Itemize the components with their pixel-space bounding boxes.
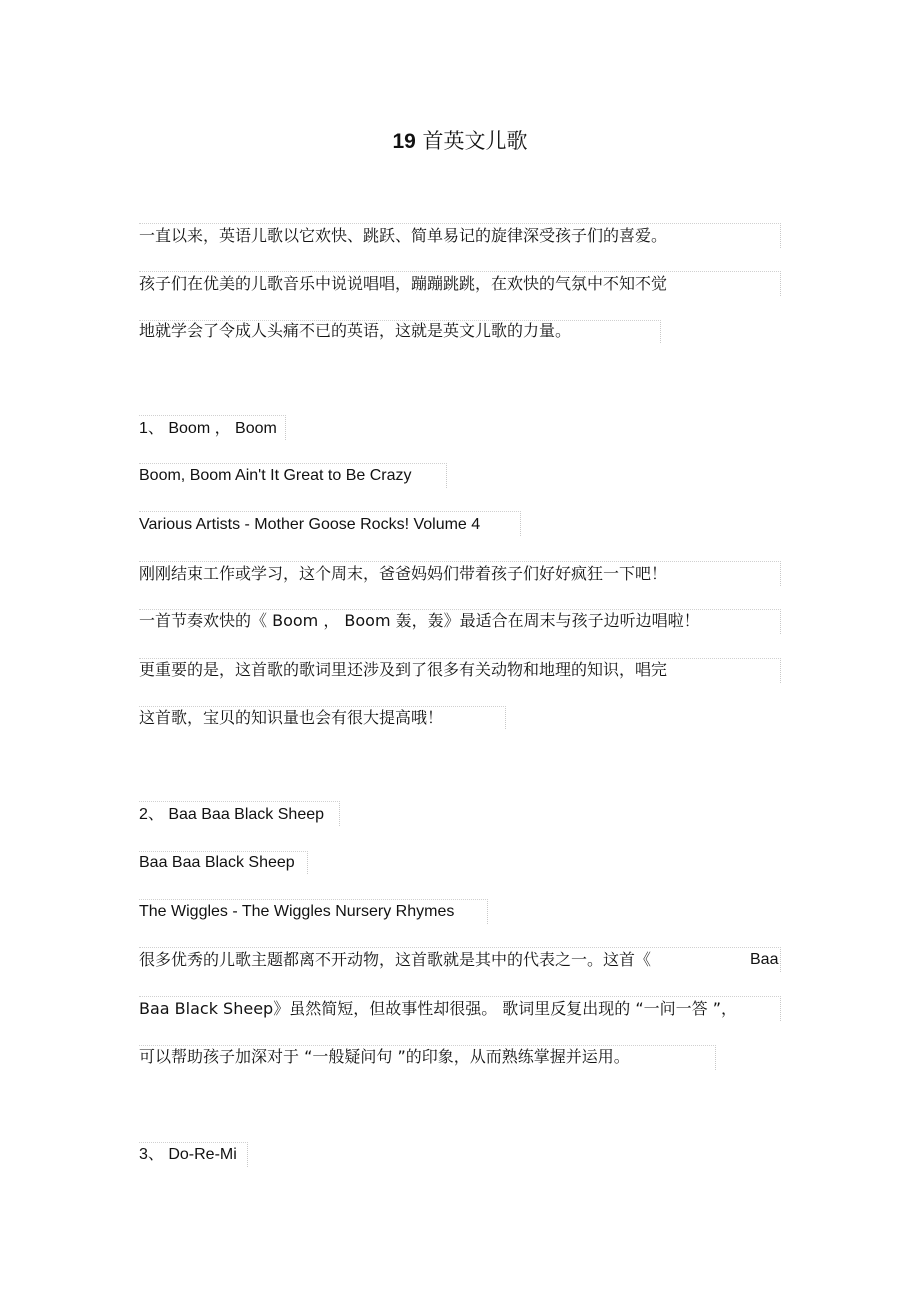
song-2-desc-1: 很多优秀的儿歌主题都离不开动物，这首歌就是其中的代表之一。这首《 bbox=[139, 950, 652, 969]
song-1-desc-3: 更重要的是，这首歌的歌词里还涉及到了很多有关动物和地理的知识，唱完 bbox=[139, 660, 668, 679]
intro-line-2: 孩子们在优美的儿歌音乐中说说唱唱，蹦蹦跳跳，在欢快的气氛中不知不觉 bbox=[139, 274, 668, 293]
title-text: 首英文儿歌 bbox=[422, 129, 528, 153]
song-1-desc-1: 刚刚结束工作或学习，这个周末，爸爸妈妈们带着孩子们好好疯狂一下吧！ bbox=[139, 564, 668, 583]
song-2-title: Baa Baa Black Sheep bbox=[139, 854, 295, 871]
song-3-heading: 3、 Do-Re-Mi bbox=[139, 1146, 237, 1163]
song-1-desc-4: 这首歌，宝贝的知识量也会有很大提高哦！ bbox=[139, 708, 444, 727]
intro-line-3: 地就学会了令成人头痛不已的英语，这就是英文儿歌的力量。 bbox=[139, 321, 572, 340]
song-2-album: The Wiggles - The Wiggles Nursery Rhymes bbox=[139, 903, 455, 920]
song-2-desc-1-end: Baa bbox=[750, 951, 779, 968]
song-1-title: Boom, Boom Ain't It Great to Be Crazy bbox=[139, 467, 412, 484]
page-title bbox=[0, 128, 920, 155]
song-1-album: Various Artists - Mother Goose Rocks! Volume 4 bbox=[139, 516, 481, 533]
song-2-desc-2: Baa Black Sheep》虽然简短，但故事性却很强。 歌词里反复出现的 “一问一答 ”， bbox=[139, 999, 738, 1018]
song-1-desc-2: 一首节奏欢快的《 Boom ， Boom 轰，轰》最适合在周末与孩子边听边唱啦！ bbox=[139, 611, 700, 630]
intro-line-1: 一直以来，英语儿歌以它欢快、跳跃、简单易记的旋律深受孩子们的喜爱。 bbox=[139, 226, 668, 245]
song-2-heading: 2、 Baa Baa Black Sheep bbox=[139, 806, 325, 823]
title-number: 19 bbox=[392, 130, 416, 153]
song-2-desc-3: 可以帮助孩子加深对于 “一般疑问句 ”的印象，从而熟练掌握并运用。 bbox=[139, 1047, 630, 1066]
song-1-heading: 1、 Boom ， Boom bbox=[139, 420, 277, 437]
